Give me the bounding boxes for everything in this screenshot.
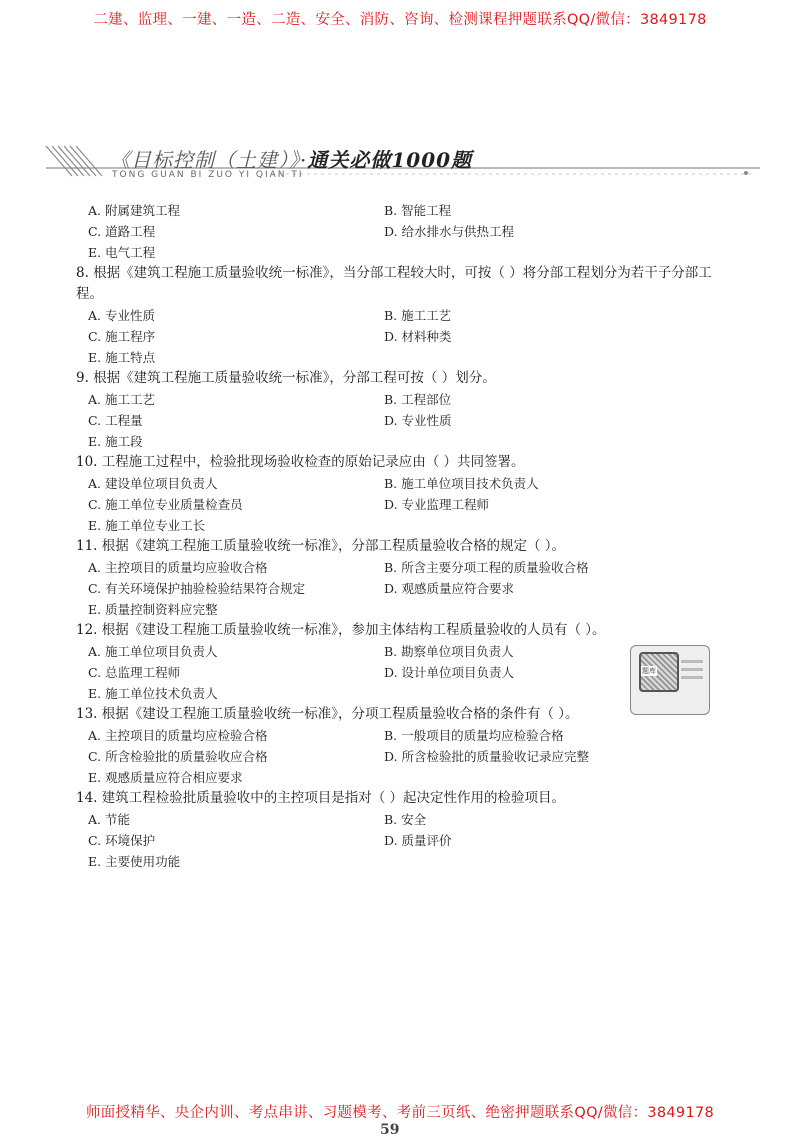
option: B. 施工单位项目技术负责人	[384, 476, 539, 491]
option: B. 所含主要分项工程的质量验收合格	[384, 560, 589, 575]
option: B. 工程部位	[384, 392, 452, 407]
question-text: 11. 根据《建筑工程施工质量验收统一标准》，分部工程质量验收合格的规定（ ）。	[76, 538, 566, 554]
option: D. 观感质量应符合要求	[384, 581, 515, 596]
option: B. 施工工艺	[384, 308, 452, 323]
option: A. 节能	[88, 812, 130, 827]
option: E. 主要使用功能	[88, 854, 181, 869]
options	[76, 200, 736, 263]
question-block-13	[76, 704, 736, 788]
question-text: 8. 根据《建筑工程施工质量验收统一标准》，当分部工程较大时，可按（ ）将分部工程划分为若干子分部工程。	[76, 265, 712, 302]
page-number: 59	[380, 1122, 400, 1138]
options	[76, 557, 736, 620]
sticker-line	[681, 676, 703, 679]
question-block-8	[76, 263, 736, 368]
question-block-11	[76, 536, 736, 620]
option: C. 施工程序	[88, 329, 156, 344]
option: B. 智能工程	[384, 203, 452, 218]
question-text: 14. 建筑工程检验批质量验收中的主控项目是指对（ ）起决定性作用的检验项目。	[76, 790, 566, 806]
option: E. 施工特点	[88, 350, 156, 365]
option: A. 施工单位项目负责人	[88, 644, 218, 659]
question-list	[76, 200, 736, 872]
option: C. 工程量	[88, 413, 143, 428]
option: B. 安全	[384, 812, 427, 827]
options	[76, 809, 736, 872]
option: D. 专业监理工程师	[384, 497, 490, 512]
option: C. 有关环境保护抽验检验结果符合规定	[88, 581, 306, 596]
bottom-banner: 师面授精华、央企内训、考点串讲、习题模考、考前三页纸、绝密押题联系QQ/微信：3849178	[85, 1105, 715, 1121]
title-dot: ·	[300, 148, 308, 172]
option: E. 施工单位专业工长	[88, 518, 206, 533]
sticker-line	[681, 668, 703, 671]
question-text: 12. 根据《建设工程施工质量验收统一标准》，参加主体结构工程质量验收的人员有（ ）。	[76, 622, 606, 638]
option: A. 主控项目的质量均应检验合格	[88, 728, 268, 743]
options	[76, 473, 736, 536]
book-subtitle: TONG GUAN BI ZUO YI QIAN TI	[112, 170, 304, 180]
question-block-14	[76, 788, 736, 872]
top-banner: 二建、监理、一建、一造、二造、安全、消防、咨询、检测课程押题联系QQ/微信：3849178	[93, 12, 707, 28]
option: C. 总监理工程师	[88, 665, 181, 680]
qr-code-sticker	[630, 645, 710, 715]
sticker-line	[681, 660, 703, 663]
question-text: 9. 根据《建筑工程施工质量验收统一标准》，分部工程可按（ ）划分。	[76, 370, 496, 386]
title-bold: 通关必做1000题	[307, 148, 473, 172]
option: E. 电气工程	[88, 245, 156, 260]
option: C. 施工单位专业质量检查员	[88, 497, 243, 512]
option: D. 专业性质	[384, 413, 452, 428]
question-text: 13. 根据《建设工程施工质量验收统一标准》，分项工程质量验收合格的条件有（ ）。	[76, 706, 579, 722]
option: E. 观感质量应符合相应要求	[88, 770, 243, 785]
option: D. 材料种类	[384, 329, 452, 344]
option: A. 建设单位项目负责人	[88, 476, 218, 491]
option: C. 所含检验批的质量验收应合格	[88, 749, 268, 764]
question-block-10	[76, 452, 736, 536]
option: A. 附属建筑工程	[88, 203, 180, 218]
option: C. 环境保护	[88, 833, 156, 848]
option: A. 专业性质	[88, 308, 155, 323]
option: C. 道路工程	[88, 224, 156, 239]
title-text: 《目标控制（土建）》	[110, 148, 300, 172]
options	[76, 725, 736, 788]
option: D. 给水排水与供热工程	[384, 224, 515, 239]
question-block-7-cont	[76, 200, 736, 263]
option: A. 主控项目的质量均应验收合格	[88, 560, 268, 575]
options	[76, 305, 736, 368]
option: D. 所含检验批的质量验收记录应完整	[384, 749, 590, 764]
page-header	[42, 140, 760, 188]
option: B. 一般项目的质量均应检验合格	[384, 728, 564, 743]
options	[76, 389, 736, 452]
option: D. 质量评价	[384, 833, 452, 848]
option: A. 施工工艺	[88, 392, 155, 407]
question-block-9	[76, 368, 736, 452]
option: E. 施工单位技术负责人	[88, 686, 218, 701]
option: E. 施工段	[88, 434, 143, 449]
book-title	[110, 144, 472, 173]
question-text: 10. 工程施工过程中，检验批现场验收检查的原始记录应由（ ）共同签署。	[76, 454, 525, 470]
option: E. 质量控制资料应完整	[88, 602, 218, 617]
qr-label: 题库	[642, 667, 656, 675]
option: B. 勘察单位项目负责人	[384, 644, 514, 659]
option: D. 设计单位项目负责人	[384, 665, 515, 680]
